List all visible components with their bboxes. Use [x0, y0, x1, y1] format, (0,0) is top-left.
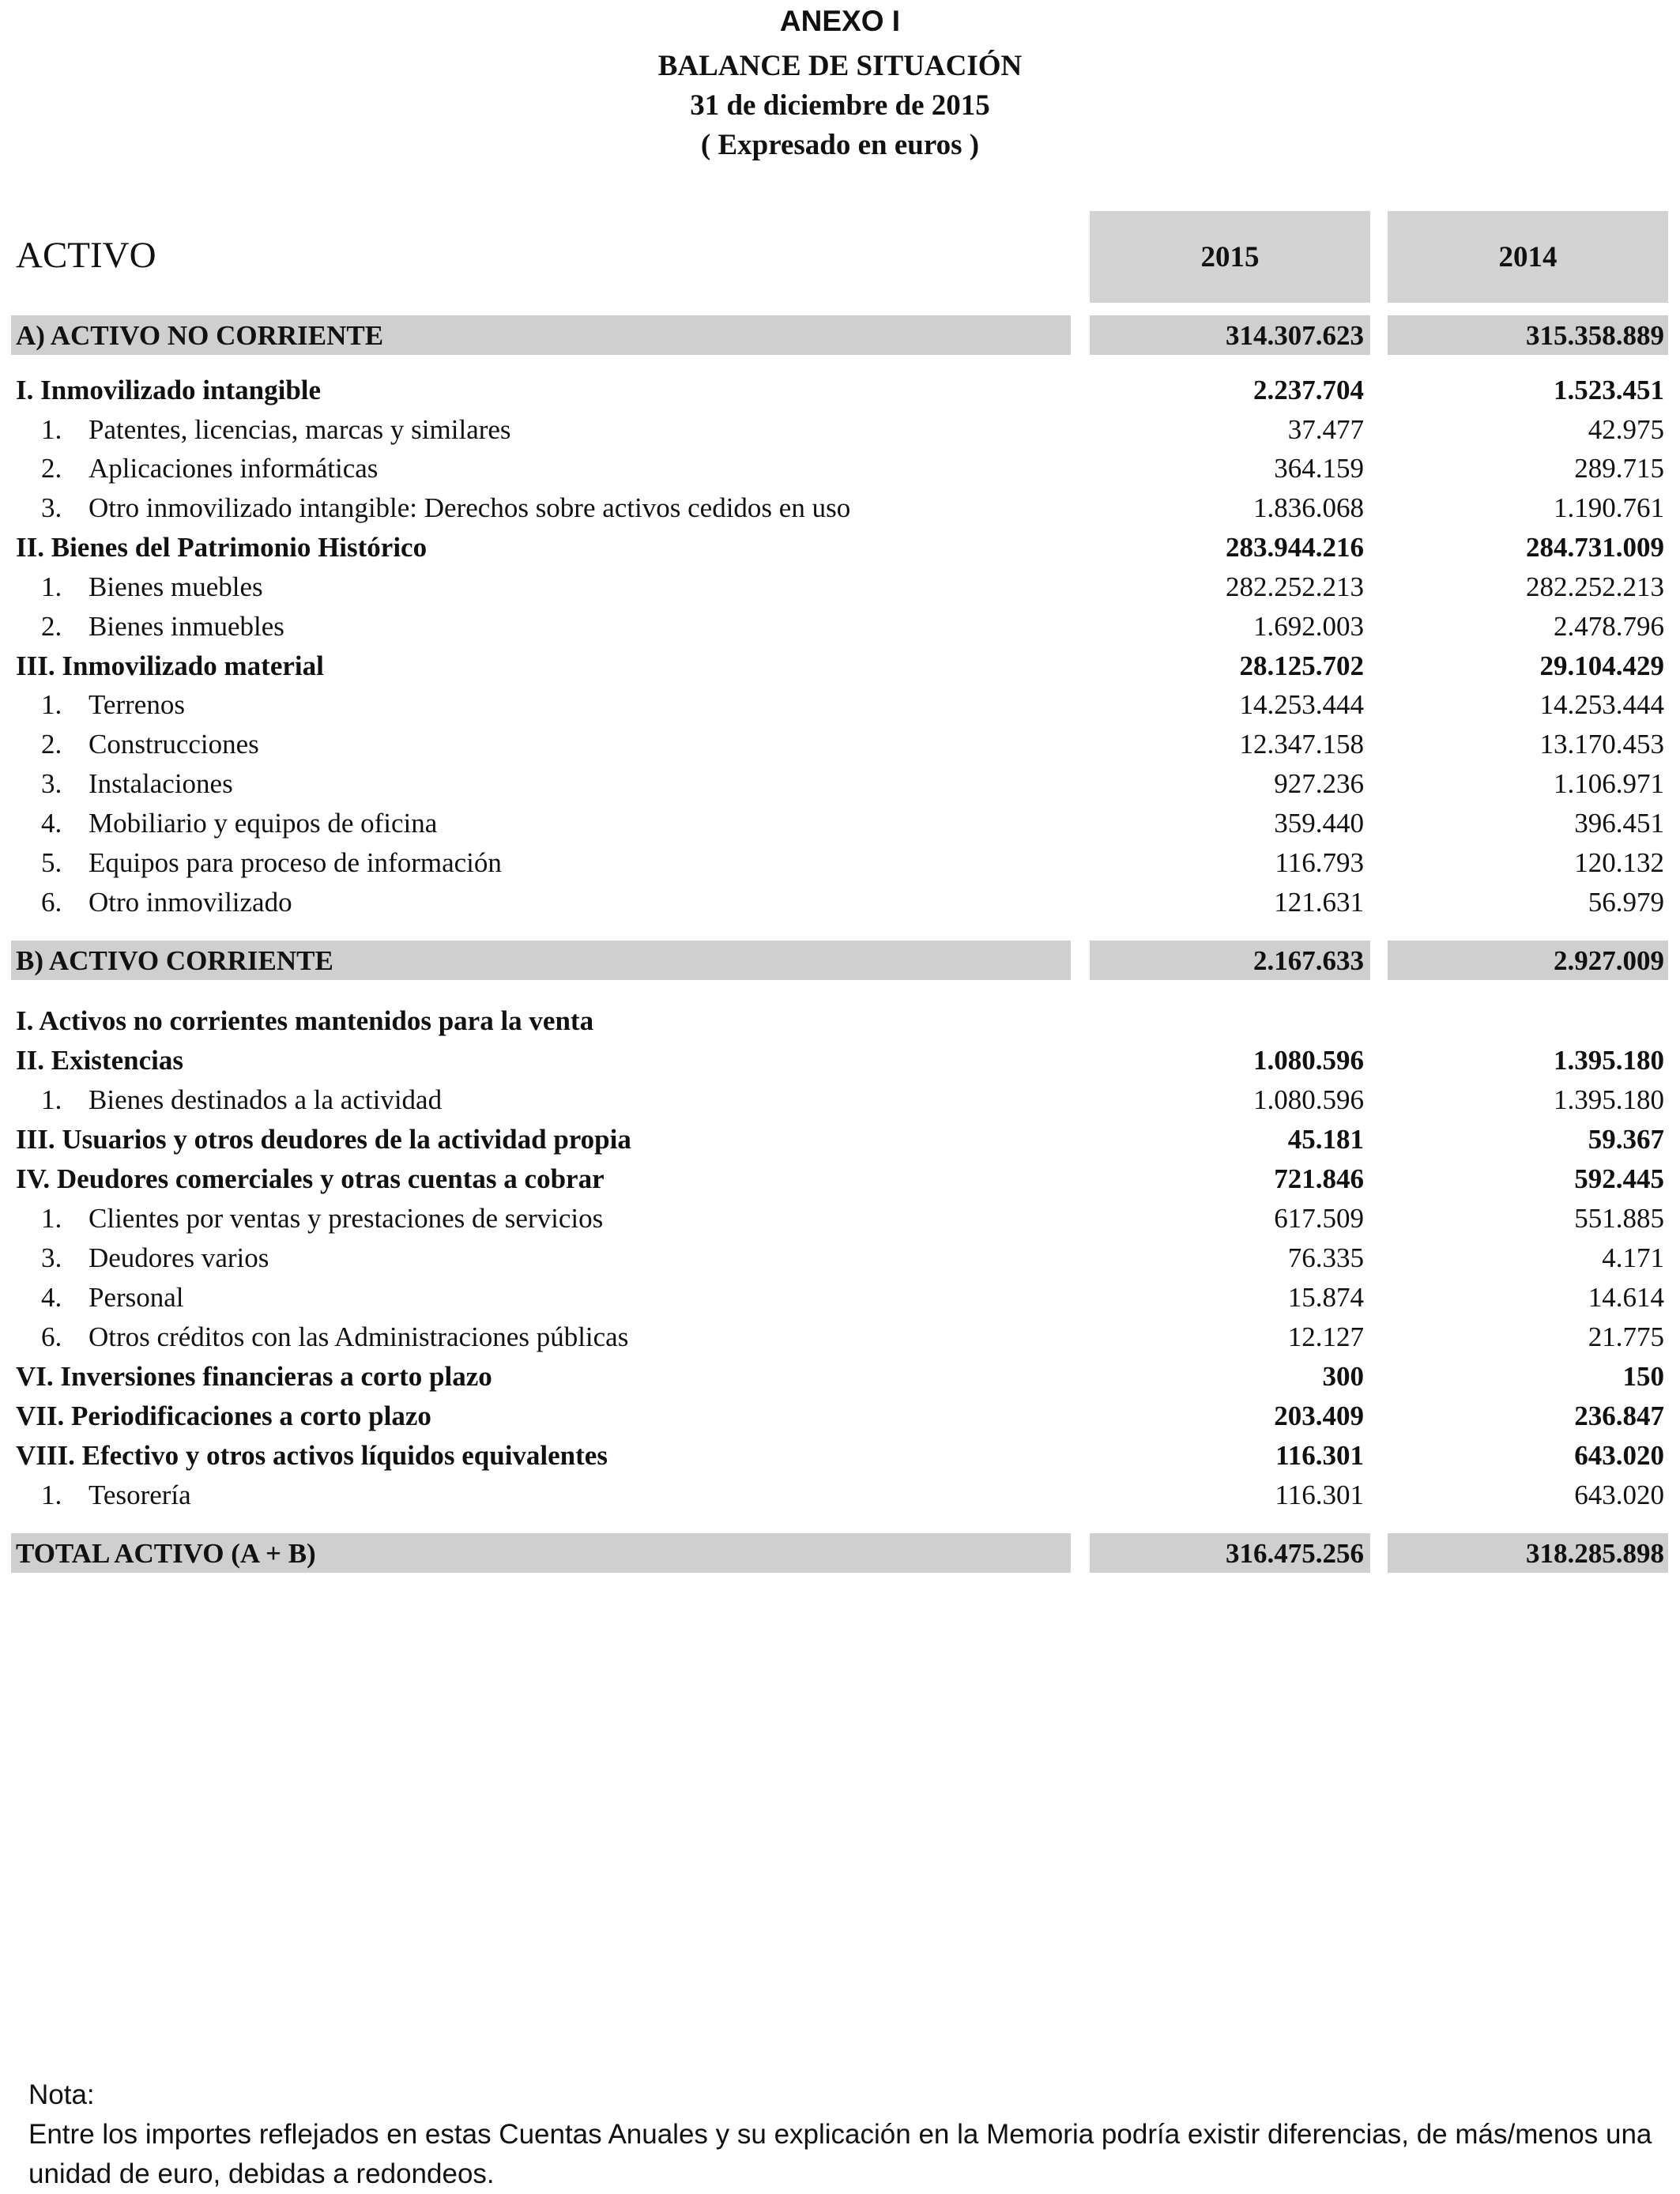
- value-2014: 21.775: [1588, 1321, 1664, 1352]
- group-row: [0, 527, 1680, 567]
- group-row: [0, 1040, 1680, 1080]
- item-number: 4.: [41, 808, 62, 839]
- section-row: [0, 941, 1680, 980]
- value-2015: 45.181: [1287, 1124, 1364, 1155]
- item-number: 1.: [41, 571, 62, 602]
- group-label: I. Inmovilizado intangible: [16, 375, 322, 405]
- item-row: [0, 763, 1680, 803]
- item-label: Bienes destinados a la actividad: [89, 1084, 443, 1115]
- value-2014: 315.358.889: [1526, 320, 1664, 351]
- item-number: 1.: [41, 1084, 62, 1115]
- item-number: 1.: [41, 689, 62, 720]
- section-row: [0, 1533, 1680, 1573]
- value-2015: 359.440: [1274, 808, 1364, 839]
- item-label: Clientes por ventas y prestaciones de servicios: [89, 1203, 604, 1234]
- value-2015: 282.252.213: [1226, 571, 1364, 602]
- item-label: Aplicaciones informáticas: [89, 453, 379, 484]
- item-label: Bienes muebles: [89, 571, 263, 602]
- value-2015: 116.793: [1275, 847, 1364, 878]
- value-2014: 551.885: [1574, 1203, 1664, 1234]
- item-label: Personal: [89, 1282, 184, 1313]
- group-row: [0, 1001, 1680, 1040]
- item-number: 6.: [41, 1321, 62, 1352]
- value-2014: 282.252.213: [1526, 571, 1664, 602]
- item-number: 2.: [41, 729, 62, 760]
- item-label: Equipos para proceso de información: [89, 847, 502, 878]
- item-label: Terrenos: [89, 689, 185, 720]
- item-label: Otro inmovilizado intangible: Derechos sobre activos cedidos en uso: [89, 492, 851, 523]
- value-2014: 1.190.761: [1554, 492, 1664, 523]
- group-row: [0, 1396, 1680, 1435]
- group-label: VIII. Efectivo y otros activos líquidos equivalentes: [16, 1440, 608, 1471]
- value-2014: 592.445: [1574, 1163, 1664, 1194]
- value-2014: 1.106.971: [1554, 768, 1664, 799]
- section-label: TOTAL ACTIVO (A + B): [16, 1538, 316, 1569]
- value-2014: 150: [1622, 1361, 1664, 1392]
- value-2015: 316.475.256: [1226, 1538, 1364, 1569]
- item-label: Patentes, licencias, marcas y similares: [89, 414, 511, 445]
- item-number: 2.: [41, 611, 62, 642]
- item-row: [0, 488, 1680, 527]
- group-row: [0, 1159, 1680, 1198]
- value-2015: 76.335: [1287, 1242, 1364, 1273]
- group-label: II. Existencias: [16, 1045, 183, 1076]
- item-row: [0, 724, 1680, 763]
- value-2014: 289.715: [1574, 453, 1664, 484]
- value-2014: 1.395.180: [1554, 1045, 1664, 1076]
- group-label: IV. Deudores comerciales y otras cuentas a cobrar: [16, 1163, 605, 1194]
- item-number: 3.: [41, 1242, 62, 1273]
- value-2014: 14.614: [1588, 1282, 1664, 1313]
- value-2014: 2.927.009: [1554, 945, 1664, 976]
- group-label: VII. Periodificaciones a corto plazo: [16, 1400, 431, 1431]
- value-2014: 13.170.453: [1539, 729, 1664, 760]
- group-row: [0, 370, 1680, 409]
- item-number: 4.: [41, 1282, 62, 1313]
- item-row: [0, 1198, 1680, 1238]
- value-2015: 283.944.216: [1226, 532, 1364, 563]
- value-2015: 314.307.623: [1226, 320, 1364, 351]
- footnote: [28, 2075, 1664, 2194]
- value-2014: 120.132: [1574, 847, 1664, 878]
- item-number: 1.: [41, 1203, 62, 1234]
- item-row: [0, 1238, 1680, 1277]
- item-row: [0, 1475, 1680, 1514]
- item-label: Deudores varios: [89, 1242, 269, 1273]
- item-label: Bienes inmuebles: [89, 611, 284, 642]
- item-number: 3.: [41, 768, 62, 799]
- group-label: III. Usuarios y otros deudores de la actividad propia: [16, 1124, 631, 1155]
- value-2014: 643.020: [1574, 1440, 1664, 1471]
- item-label: Construcciones: [89, 729, 259, 760]
- column-header-year-1: 2015: [1090, 211, 1370, 303]
- value-2014: 236.847: [1574, 1400, 1664, 1431]
- item-label: Otros créditos con las Administraciones públicas: [89, 1321, 629, 1352]
- footnote-text: Entre los importes reflejados en estas Cuentas Anuales y su explicación en la Memoria podría existir diferencias, de más/menos una unidad de euro, debidas a redondeos.: [28, 2119, 1652, 2189]
- item-row: [0, 1080, 1680, 1119]
- value-2015: 37.477: [1287, 414, 1364, 445]
- value-2015: 2.237.704: [1253, 375, 1364, 405]
- item-row: [0, 1317, 1680, 1356]
- item-number: 1.: [41, 1480, 62, 1510]
- table-section-title: ACTIVO: [16, 235, 156, 276]
- value-2015: 14.253.444: [1239, 689, 1364, 720]
- value-2014: 643.020: [1574, 1480, 1664, 1510]
- item-label: Mobiliario y equipos de oficina: [89, 808, 438, 839]
- value-2015: 2.167.633: [1253, 945, 1364, 976]
- value-2015: 617.509: [1274, 1203, 1364, 1234]
- item-row: [0, 409, 1680, 449]
- group-label: III. Inmovilizado material: [16, 650, 324, 681]
- annex-label: ANEXO I: [779, 5, 901, 37]
- value-2014: 42.975: [1588, 414, 1664, 445]
- value-2015: 203.409: [1274, 1400, 1364, 1431]
- value-2015: 116.301: [1275, 1480, 1364, 1510]
- value-2014: 29.104.429: [1539, 650, 1664, 681]
- value-2015: 1.692.003: [1253, 611, 1364, 642]
- section-row: [0, 315, 1680, 355]
- currency-note: ( Expresado en euros ): [700, 129, 980, 161]
- group-row: [0, 1356, 1680, 1396]
- value-2014: 56.979: [1588, 887, 1664, 918]
- item-label: Otro inmovilizado: [89, 887, 292, 918]
- section-label: A) ACTIVO NO CORRIENTE: [16, 320, 384, 351]
- value-2015: 1.836.068: [1253, 492, 1364, 523]
- item-number: 5.: [41, 847, 62, 878]
- item-number: 1.: [41, 414, 62, 445]
- value-2014: 396.451: [1574, 808, 1664, 839]
- value-2015: 15.874: [1287, 1282, 1364, 1313]
- section-label: B) ACTIVO CORRIENTE: [16, 945, 333, 976]
- item-row: [0, 882, 1680, 922]
- value-2014: 1.523.451: [1554, 375, 1664, 405]
- value-2014: 318.285.898: [1526, 1538, 1664, 1569]
- item-label: Tesorería: [89, 1480, 191, 1510]
- item-row: [0, 1277, 1680, 1317]
- item-row: [0, 843, 1680, 882]
- value-2014: 4.171: [1602, 1242, 1664, 1273]
- item-row: [0, 448, 1680, 488]
- document-title: BALANCE DE SITUACIÓN: [657, 50, 1023, 82]
- item-row: [0, 606, 1680, 646]
- group-label: I. Activos no corrientes mantenidos para la venta: [16, 1005, 594, 1036]
- value-2014: 14.253.444: [1539, 689, 1664, 720]
- item-row: [0, 567, 1680, 606]
- column-header-year-2: 2014: [1388, 211, 1668, 303]
- item-label: Instalaciones: [89, 768, 233, 799]
- item-number: 6.: [41, 887, 62, 918]
- item-row: [0, 684, 1680, 724]
- value-2015: 121.631: [1274, 887, 1364, 918]
- value-2015: 364.159: [1274, 453, 1364, 484]
- item-row: [0, 803, 1680, 843]
- group-row: [0, 1119, 1680, 1159]
- value-2015: 721.846: [1274, 1163, 1364, 1194]
- group-row: [0, 1435, 1680, 1475]
- document-date: 31 de diciembre de 2015: [690, 89, 990, 122]
- value-2015: 300: [1322, 1361, 1364, 1392]
- value-2015: 927.236: [1274, 768, 1364, 799]
- value-2014: 1.395.180: [1554, 1084, 1664, 1115]
- value-2015: 12.127: [1287, 1321, 1364, 1352]
- value-2015: 28.125.702: [1239, 650, 1364, 681]
- value-2014: 59.367: [1588, 1124, 1664, 1155]
- item-number: 3.: [41, 492, 62, 523]
- value-2015: 116.301: [1275, 1440, 1364, 1471]
- value-2015: 1.080.596: [1253, 1084, 1364, 1115]
- value-2015: 12.347.158: [1239, 729, 1364, 760]
- value-2014: 284.731.009: [1526, 532, 1664, 563]
- value-2015: 1.080.596: [1253, 1045, 1364, 1076]
- group-label: VI. Inversiones financieras a corto plazo: [16, 1361, 492, 1392]
- group-row: [0, 646, 1680, 685]
- footnote-heading: Nota:: [28, 2079, 95, 2110]
- value-2014: 2.478.796: [1554, 611, 1664, 642]
- group-label: II. Bienes del Patrimonio Histórico: [16, 532, 428, 563]
- item-number: 2.: [41, 453, 62, 484]
